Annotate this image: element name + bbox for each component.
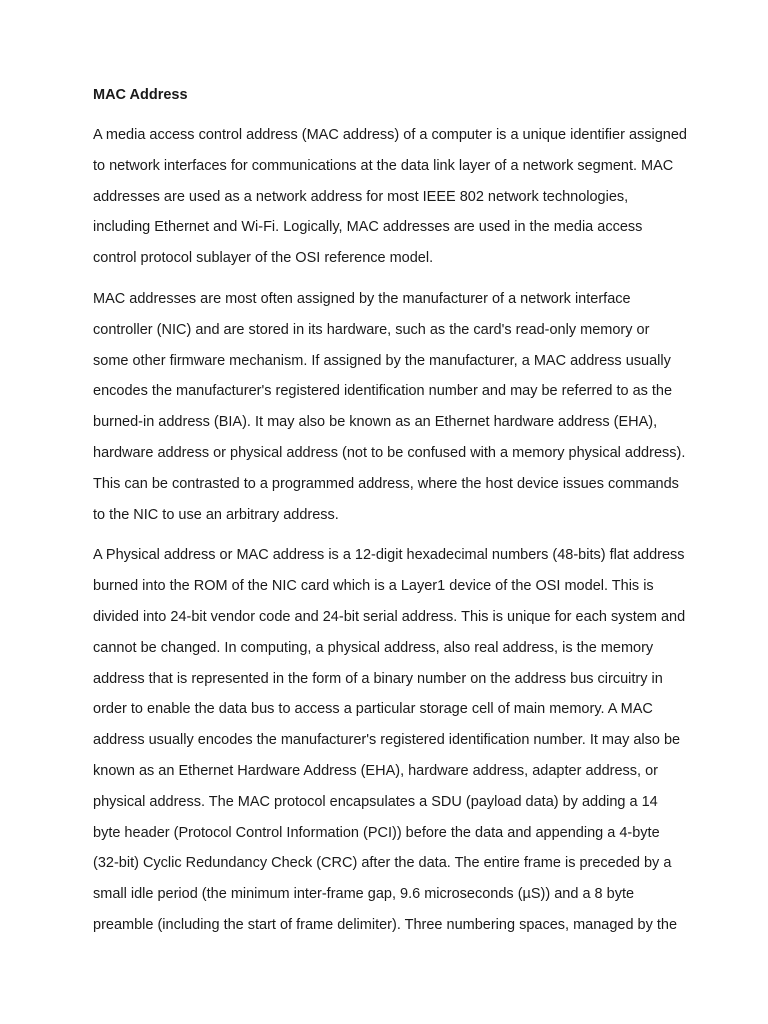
paragraph-line: MAC addresses are most often assigned by the manufacturer of a network interface xyxy=(93,290,631,307)
paragraph-line: control protocol sublayer of the OSI reference model. xyxy=(93,250,434,267)
paragraph-line: to the NIC to use an arbitrary address. xyxy=(93,506,339,523)
document-title: MAC Address xyxy=(93,87,188,103)
paragraph-line: burned into the ROM of the NIC card which is a Layer1 device of the OSI model. This is xyxy=(93,578,654,595)
paragraph-line: small idle period (the minimum inter-frame gap, 9.6 microseconds (µS)) and a 8 byte xyxy=(93,886,635,903)
paragraph-line: known as an Ethernet Hardware Address (EHA), hardware address, adapter address, or xyxy=(93,762,658,779)
paragraph-line: some other firmware mechanism. If assigned by the manufacturer, a MAC address usually xyxy=(93,352,671,369)
paragraph-line: hardware address or physical address (not to be confused with a memory physical address). xyxy=(93,444,686,461)
paragraph-line: order to enable the data bus to access a particular storage cell of main memory. A MAC xyxy=(93,701,653,718)
document-page xyxy=(93,80,693,951)
paragraph-line: A Physical address or MAC address is a 12-digit hexadecimal numbers (48-bits) flat address xyxy=(93,547,685,564)
paragraph-line: physical address. The MAC protocol encapsulates a SDU (payload data) by adding a 14 xyxy=(93,793,658,810)
paragraph-line: cannot be changed. In computing, a physical address, also real address, is the memory xyxy=(93,639,654,656)
paragraph-line: preamble (including the start of frame delimiter). Three numbering spaces, managed by the xyxy=(93,916,678,933)
paragraph-3 xyxy=(93,540,693,940)
paragraph-line: addresses are used as a network address for most IEEE 802 network technologies, xyxy=(93,188,629,205)
paragraph-1 xyxy=(93,120,693,274)
paragraph-line: (32-bit) Cyclic Redundancy Check (CRC) after the data. The entire frame is preceded by a xyxy=(93,855,672,872)
paragraph-line: byte header (Protocol Control Information (PCI)) before the data and appending a 4-byte xyxy=(93,824,660,841)
paragraph-line: burned-in address (BIA). It may also be known as an Ethernet hardware address (EHA), xyxy=(93,414,658,431)
paragraph-line: to network interfaces for communications at the data link layer of a network segment. MAC xyxy=(93,157,674,174)
paragraph-2 xyxy=(93,284,693,530)
paragraph-line: This can be contrasted to a programmed address, where the host device issues commands xyxy=(93,475,679,492)
paragraph-line: address usually encodes the manufacturer's registered identification number. It may also be xyxy=(93,732,681,749)
paragraph-line: address that is represented in the form of a binary number on the address bus circuitry in xyxy=(93,670,663,687)
paragraph-line: encodes the manufacturer's registered identification number and may be referred to as the xyxy=(93,383,673,400)
paragraph-line: controller (NIC) and are stored in its hardware, such as the card's read-only memory or xyxy=(93,321,650,338)
paragraph-line: divided into 24-bit vendor code and 24-bit serial address. This is unique for each system and xyxy=(93,608,686,625)
paragraph-line: including Ethernet and Wi-Fi. Logically, MAC addresses are used in the media access xyxy=(93,219,643,236)
paragraph-line: A media access control address (MAC address) of a computer is a unique identifier assigned xyxy=(93,127,687,143)
